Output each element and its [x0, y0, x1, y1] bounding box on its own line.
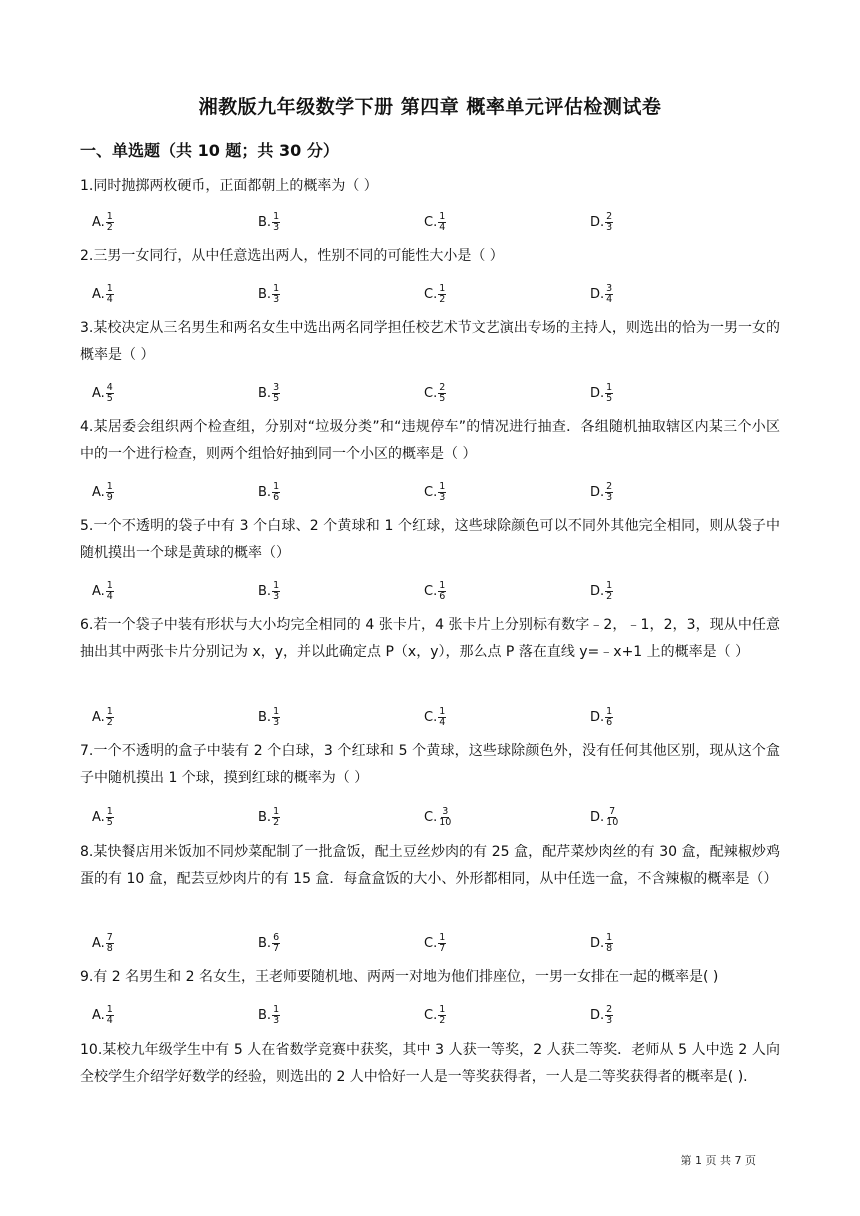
question-6: 6.若一个袋子中装有形状与大小均完全相同的 4 张卡片，4 张卡片上分别标有数字﹣2，﹣1，2，3，现从中任意抽出其中两张卡片分别记为 x，y，并以此确定点 P（x，y），那么点 P 落在直线 y=﹣x+1 上的概率是（ ） — [80, 617, 780, 660]
option-b — [258, 574, 280, 608]
fraction-numerator: 1 — [439, 579, 446, 591]
option-letter: C. — [424, 583, 438, 599]
option-letter: C. — [424, 935, 438, 951]
fraction-denominator: 8 — [106, 942, 113, 954]
option-a — [92, 277, 114, 311]
page-title: 湘教版九年级数学下册 第四章 概率单元评估检测试卷 — [198, 96, 662, 118]
fraction — [272, 1005, 280, 1026]
fraction-denominator: 2 — [606, 590, 613, 602]
option-d — [590, 376, 613, 410]
fraction-denominator: 2 — [106, 221, 113, 233]
fraction — [272, 581, 280, 602]
option-letter: B. — [258, 214, 272, 230]
fraction — [272, 383, 280, 404]
option-letter: C. — [424, 709, 438, 725]
fraction-numerator: 3 — [442, 805, 449, 817]
page-number: 第 1 页 共 7 页 — [680, 1154, 756, 1167]
option-b — [258, 475, 280, 509]
option-a — [92, 700, 114, 734]
fraction-denominator: 3 — [273, 221, 280, 233]
fraction-numerator: 4 — [106, 381, 113, 393]
option-letter: A. — [92, 214, 105, 230]
options-7 — [92, 800, 732, 834]
option-letter: C. — [424, 385, 438, 401]
fraction-numerator: 2 — [606, 1003, 613, 1015]
fraction — [106, 933, 114, 954]
fraction-denominator: 2 — [273, 816, 280, 828]
option-d — [590, 700, 613, 734]
fraction-denominator: 3 — [273, 1014, 280, 1026]
fraction-numerator: 1 — [606, 931, 613, 943]
fraction-denominator: 5 — [106, 392, 113, 404]
fraction-denominator: 5 — [439, 392, 446, 404]
option-c — [424, 574, 446, 608]
question-7: 7.一个不透明的盒子中装有 2 个白球，3 个红球和 5 个黄球，这些球除颜色外，没有任何其他区别，现从这个盒子中随机摸出 1 个球，摸到红球的概率为（ ） — [80, 743, 780, 786]
option-letter: A. — [92, 935, 105, 951]
fraction-numerator: 1 — [439, 480, 446, 492]
fraction-numerator: 1 — [273, 705, 280, 717]
fraction — [438, 933, 446, 954]
fraction — [438, 383, 446, 404]
fraction — [438, 482, 446, 503]
option-a — [92, 205, 114, 239]
fraction-denominator: 2 — [439, 293, 446, 305]
option-a — [92, 376, 114, 410]
option-letter: D. — [590, 709, 605, 725]
fraction — [106, 707, 114, 728]
fraction — [106, 807, 114, 828]
option-c — [424, 277, 446, 311]
fraction — [106, 212, 114, 233]
fraction-denominator: 9 — [106, 491, 113, 503]
option-c — [424, 376, 446, 410]
option-letter: B. — [258, 484, 272, 500]
option-b — [258, 800, 280, 834]
option-a — [92, 475, 114, 509]
option-letter: C. — [424, 484, 438, 500]
fraction-numerator: 1 — [439, 282, 446, 294]
fraction — [605, 707, 613, 728]
option-letter: B. — [258, 935, 272, 951]
fraction-numerator: 1 — [439, 210, 446, 222]
options-1 — [92, 205, 732, 239]
option-letter: B. — [258, 809, 272, 825]
fraction-numerator: 2 — [606, 480, 613, 492]
option-d — [590, 475, 613, 509]
option-letter: B. — [258, 286, 272, 302]
option-letter: D. — [590, 286, 605, 302]
option-c — [424, 926, 446, 960]
question-1: 1.同时抛掷两枚硬币，正面都朝上的概率为（ ） — [80, 178, 378, 194]
option-letter: C. — [424, 214, 438, 230]
option-d — [590, 800, 619, 834]
fraction — [106, 581, 114, 602]
fraction-denominator: 4 — [439, 716, 446, 728]
option-c — [424, 800, 452, 834]
fraction — [605, 1005, 613, 1026]
fraction-denominator: 4 — [106, 590, 113, 602]
fraction-denominator: 10 — [439, 816, 452, 828]
option-letter: C. — [424, 1007, 438, 1023]
fraction-numerator: 1 — [439, 1003, 446, 1015]
section-heading: 一、单选题（共 10 题；共 30 分） — [80, 141, 339, 160]
fraction — [605, 383, 613, 404]
fraction-numerator: 1 — [106, 1003, 113, 1015]
options-9 — [92, 998, 732, 1032]
fraction — [605, 212, 613, 233]
fraction-numerator: 1 — [606, 705, 613, 717]
options-4 — [92, 475, 732, 509]
fraction-numerator: 2 — [439, 381, 446, 393]
option-a — [92, 574, 114, 608]
options-5 — [92, 574, 732, 608]
fraction-numerator: 3 — [606, 282, 613, 294]
option-a — [92, 926, 114, 960]
fraction-numerator: 6 — [273, 931, 280, 943]
option-a — [92, 998, 114, 1032]
fraction — [272, 933, 280, 954]
option-letter: A. — [92, 709, 105, 725]
option-d — [590, 574, 613, 608]
fraction-numerator: 1 — [273, 282, 280, 294]
fraction — [272, 482, 280, 503]
fraction — [272, 212, 280, 233]
fraction — [605, 933, 613, 954]
option-d — [590, 205, 613, 239]
fraction-denominator: 3 — [273, 716, 280, 728]
question-8: 8.某快餐店用米饭加不同炒菜配制了一批盒饭，配土豆丝炒肉的有 25 盒，配芹菜炒肉丝的有 30 盒，配辣椒炒鸡蛋的有 10 盒，配芸豆炒肉片的有 15 盒．每盒盒饭的大小、外形都相同，从中任选一盒，不含辣椒的概率是（） — [80, 844, 780, 887]
fraction-denominator: 2 — [439, 1014, 446, 1026]
option-b — [258, 205, 280, 239]
question-3: 3.某校决定从三名男生和两名女生中选出两名同学担任校艺术节文艺演出专场的主持人，则选出的恰为一男一女的概率是（ ） — [80, 320, 780, 363]
option-d — [590, 998, 613, 1032]
fraction-denominator: 3 — [439, 491, 446, 503]
options-2 — [92, 277, 732, 311]
question-2: 2.三男一女同行，从中任意选出两人，性别不同的可能性大小是（ ） — [80, 248, 504, 264]
option-letter: D. — [590, 583, 605, 599]
fraction — [438, 212, 446, 233]
question-4: 4.某居委会组织两个检查组，分别对“垃圾分类”和“违规停车”的情况进行抽查．各组随机抽取辖区内某三个小区中的一个进行检查，则两个组恰好抽到同一个小区的概率是（ ） — [80, 419, 780, 462]
fraction-numerator: 7 — [106, 931, 113, 943]
fraction-denominator: 3 — [606, 1014, 613, 1026]
fraction-denominator: 4 — [106, 293, 113, 305]
fraction-numerator: 7 — [609, 805, 616, 817]
fraction-numerator: 1 — [106, 579, 113, 591]
fraction — [438, 807, 452, 828]
fraction-denominator: 5 — [606, 392, 613, 404]
option-c — [424, 700, 446, 734]
option-letter: A. — [92, 809, 105, 825]
fraction — [272, 284, 280, 305]
fraction — [272, 807, 280, 828]
option-letter: A. — [92, 385, 105, 401]
fraction-numerator: 1 — [106, 705, 113, 717]
fraction — [438, 707, 446, 728]
option-letter: D. — [590, 1007, 605, 1023]
question-5: 5.一个不透明的袋子中有 3 个白球、2 个黄球和 1 个红球，这些球除颜色可以不同外其他完全相同，则从袋子中随机摸出一个球是黄球的概率（） — [80, 518, 780, 561]
option-letter: B. — [258, 385, 272, 401]
question-10: 10.某校九年级学生中有 5 人在省数学竞赛中获奖，其中 3 人获一等奖，2 人获二等奖．老师从 5 人中选 2 人向全校学生介绍学好数学的经验，则选出的 2 人中恰好一人是一等奖获得者，一人是二等奖获得者的概率是( ). — [80, 1042, 780, 1085]
option-c — [424, 205, 446, 239]
fraction-denominator: 2 — [106, 716, 113, 728]
option-a — [92, 800, 114, 834]
fraction — [106, 1005, 114, 1026]
option-letter: D. — [590, 935, 605, 951]
fraction-numerator: 2 — [606, 210, 613, 222]
option-letter: A. — [92, 484, 105, 500]
option-b — [258, 998, 280, 1032]
fraction — [106, 284, 114, 305]
options-3 — [92, 376, 732, 410]
fraction — [605, 284, 613, 305]
option-letter: A. — [92, 1007, 105, 1023]
fraction-denominator: 4 — [106, 1014, 113, 1026]
option-c — [424, 998, 446, 1032]
fraction — [106, 383, 114, 404]
fraction-numerator: 1 — [273, 805, 280, 817]
fraction — [106, 482, 114, 503]
option-letter: D. — [590, 214, 605, 230]
fraction-numerator: 1 — [439, 931, 446, 943]
fraction-denominator: 5 — [273, 392, 280, 404]
fraction — [438, 284, 446, 305]
option-letter: D. — [590, 484, 605, 500]
fraction-denominator: 5 — [106, 816, 113, 828]
option-letter: D. — [590, 385, 605, 401]
option-letter: B. — [258, 709, 272, 725]
question-9: 9.有 2 名男生和 2 名女生，王老师要随机地、两两一对地为他们排座位，一男一女排在一起的概率是( ) — [80, 969, 719, 985]
option-letter: C. — [424, 286, 438, 302]
option-letter: B. — [258, 583, 272, 599]
option-letter: B. — [258, 1007, 272, 1023]
option-d — [590, 277, 613, 311]
fraction-denominator: 10 — [606, 816, 619, 828]
fraction-numerator: 1 — [606, 579, 613, 591]
fraction-denominator: 6 — [439, 590, 446, 602]
fraction-denominator: 4 — [606, 293, 613, 305]
fraction-numerator: 1 — [273, 579, 280, 591]
fraction-denominator: 3 — [273, 590, 280, 602]
option-b — [258, 277, 280, 311]
fraction-denominator: 3 — [273, 293, 280, 305]
fraction-denominator: 3 — [606, 491, 613, 503]
fraction — [438, 1005, 446, 1026]
fraction — [605, 482, 613, 503]
option-b — [258, 700, 280, 734]
fraction-numerator: 1 — [273, 210, 280, 222]
fraction-numerator: 1 — [606, 381, 613, 393]
fraction-denominator: 3 — [606, 221, 613, 233]
fraction — [438, 581, 446, 602]
fraction-numerator: 1 — [106, 480, 113, 492]
page-footer — [0, 1152, 860, 1168]
fraction-denominator: 7 — [439, 942, 446, 954]
fraction-denominator: 7 — [273, 942, 280, 954]
option-b — [258, 926, 280, 960]
fraction-denominator: 6 — [273, 491, 280, 503]
option-c — [424, 475, 446, 509]
fraction-numerator: 3 — [273, 381, 280, 393]
fraction-denominator: 6 — [606, 716, 613, 728]
fraction-numerator: 1 — [273, 1003, 280, 1015]
option-b — [258, 376, 280, 410]
fraction — [272, 707, 280, 728]
fraction — [605, 807, 619, 828]
fraction-denominator: 8 — [606, 942, 613, 954]
fraction-numerator: 1 — [106, 282, 113, 294]
fraction — [605, 581, 613, 602]
option-letter: C. — [424, 809, 438, 825]
option-letter: A. — [92, 286, 105, 302]
fraction-numerator: 1 — [439, 705, 446, 717]
fraction-numerator: 1 — [106, 805, 113, 817]
option-letter: A. — [92, 583, 105, 599]
option-d — [590, 926, 613, 960]
fraction-numerator: 1 — [106, 210, 113, 222]
fraction-denominator: 4 — [439, 221, 446, 233]
fraction-numerator: 1 — [273, 480, 280, 492]
options-8 — [92, 926, 732, 960]
options-6 — [92, 700, 732, 734]
option-letter: D. — [590, 809, 605, 825]
